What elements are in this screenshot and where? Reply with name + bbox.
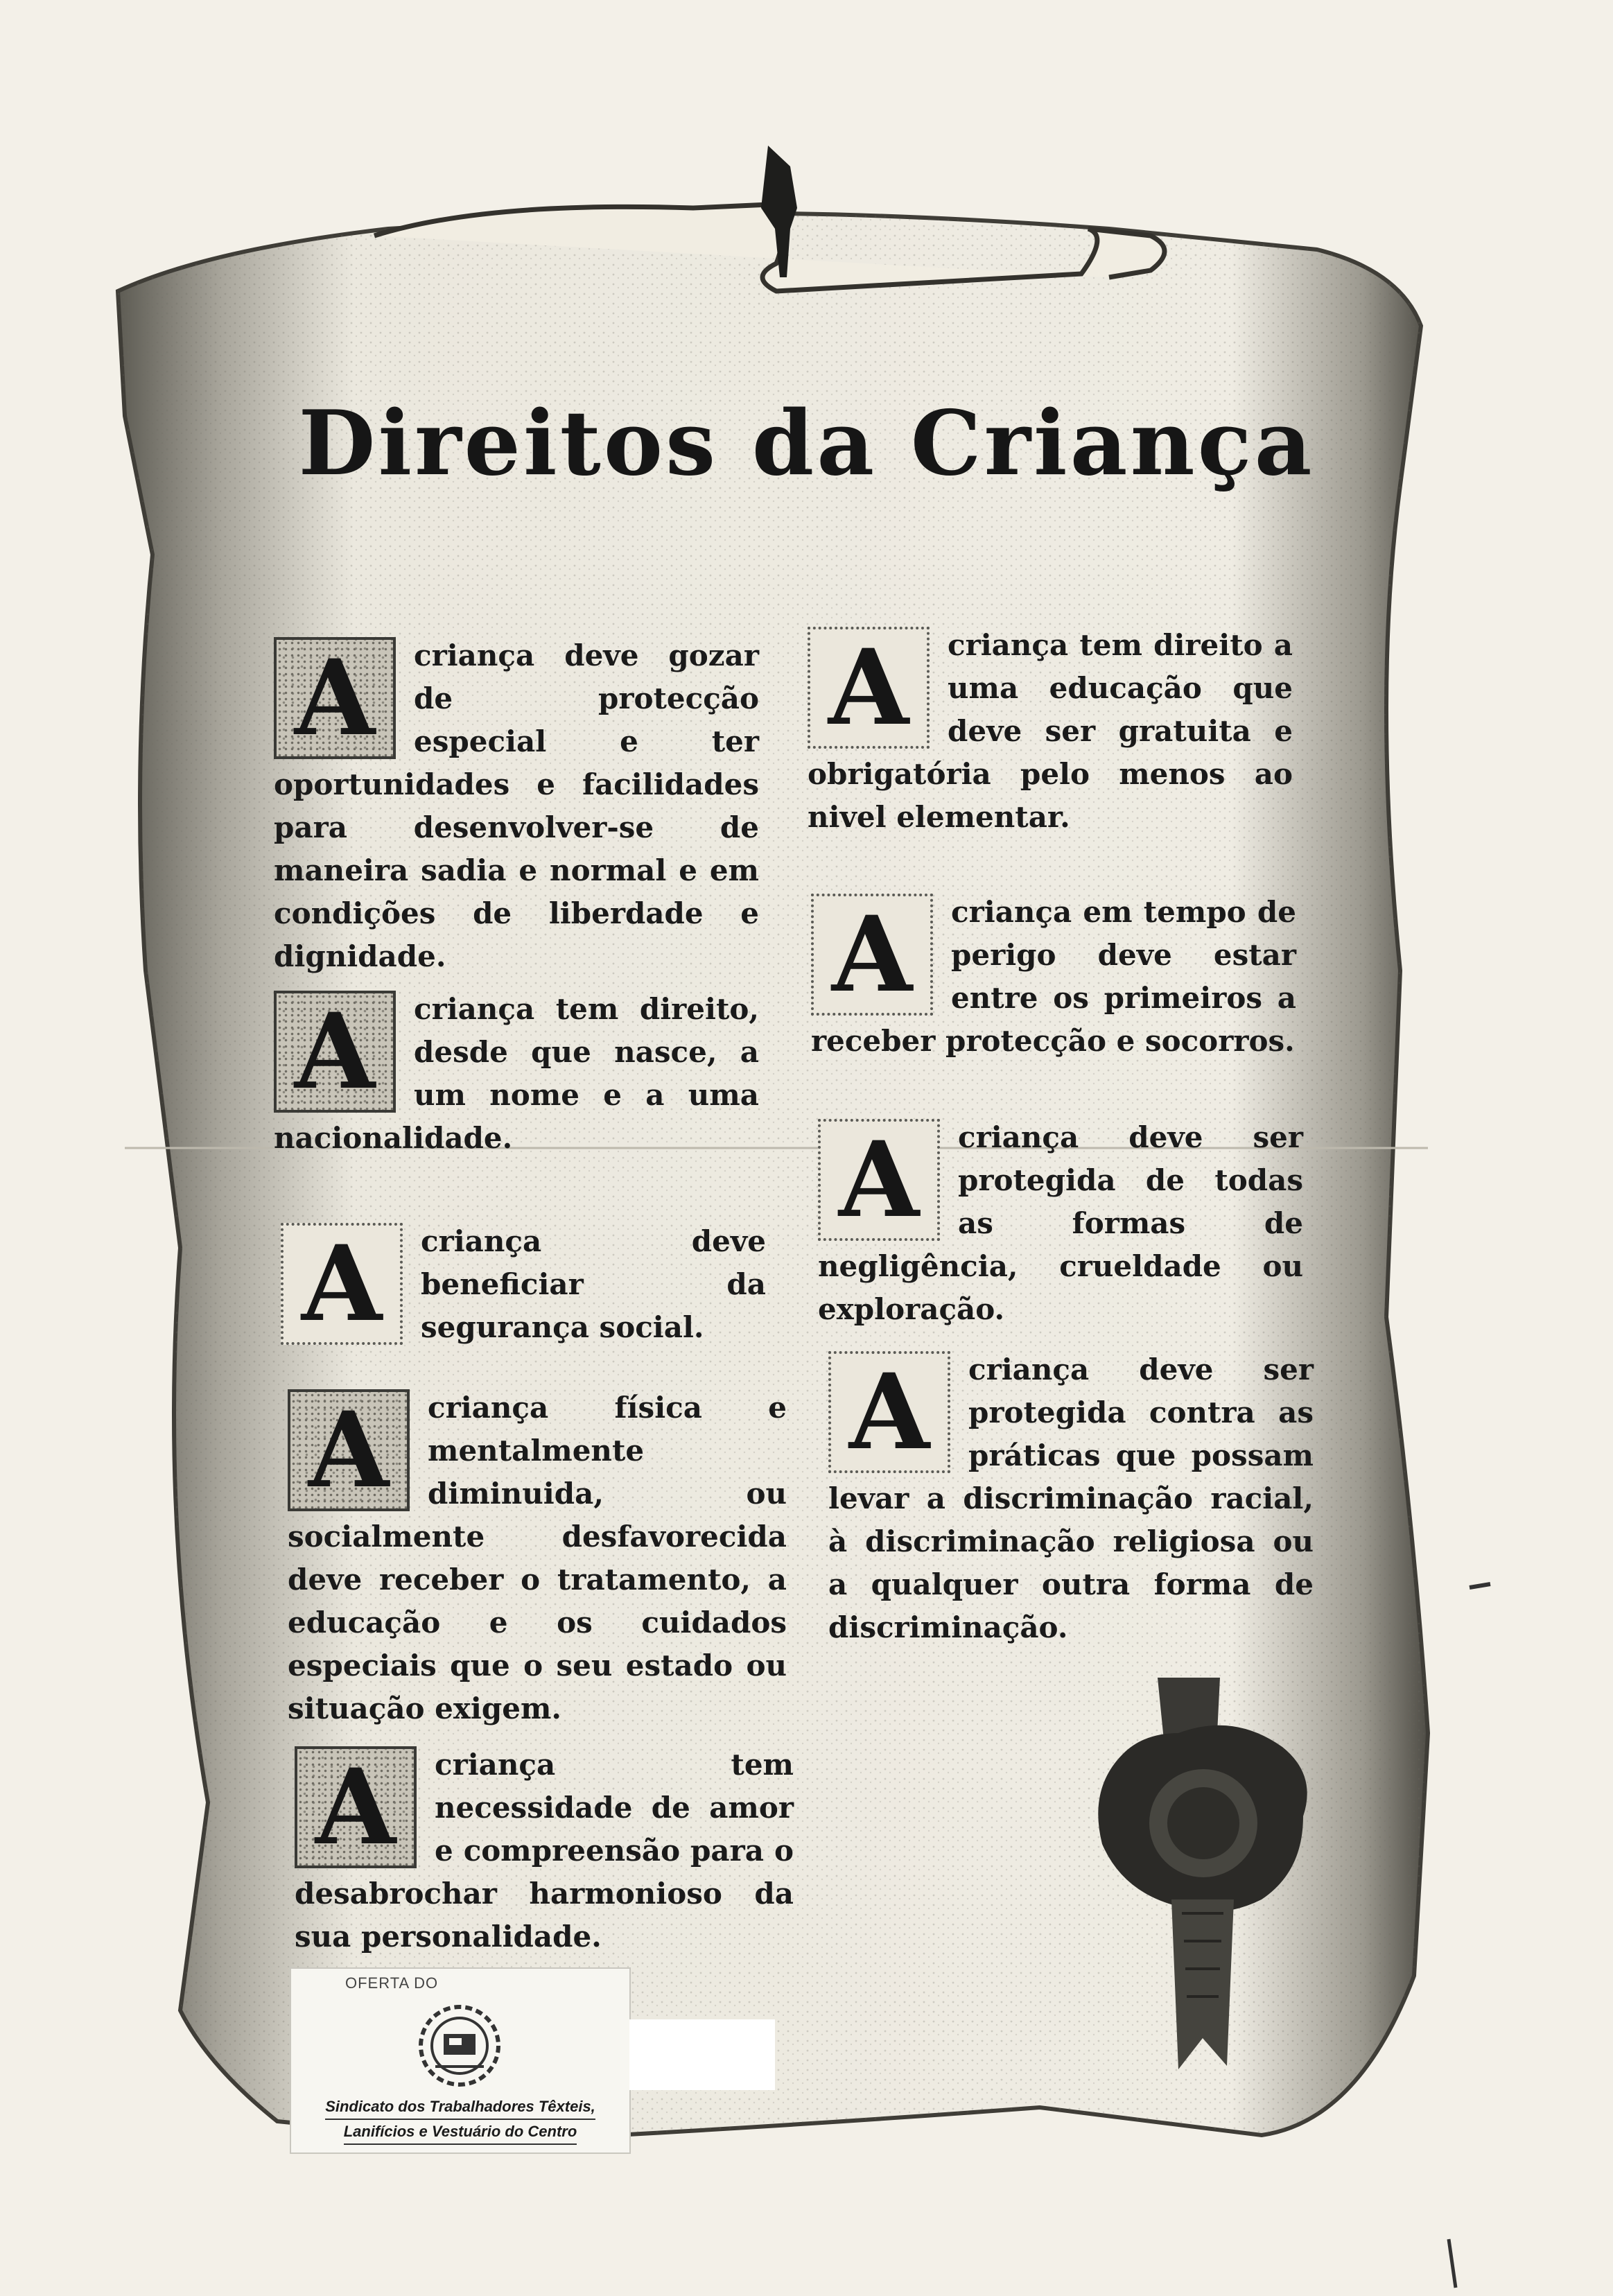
article-love	[295, 1743, 794, 1958]
article-text: criança tem direito, desde que nasce, a um nome e a uma nacionalidade.	[274, 992, 759, 1155]
article-text: criança em tempo de perigo deve estar entre os primeiros a receber protecção e socorros.	[811, 895, 1296, 1058]
dropcap-initial: A	[281, 1223, 403, 1345]
article-text: criança deve gozar de protecção especial e ter oportunidades e facilidades para desenvolver-se de maneira sadia e normal e em condições de liberdade e dignidade.	[274, 638, 759, 973]
dropcap-initial: A	[288, 1389, 410, 1511]
article-social-security	[281, 1220, 766, 1349]
dropcap-initial: A	[295, 1746, 417, 1868]
union-name	[297, 2095, 624, 2145]
article-discrimination	[828, 1348, 1314, 1649]
union-name-line1: Sindicato dos Trabalhadores Têxteis,	[325, 2095, 595, 2120]
article-protection	[274, 634, 759, 978]
article-text: criança deve ser protegida de todas as formas de negligência, crueldade ou exploração.	[818, 1120, 1303, 1326]
dropcap-initial: A	[808, 627, 930, 749]
article-danger	[811, 891, 1296, 1063]
dropcap-initial: A	[818, 1119, 940, 1241]
blank-label	[629, 2019, 775, 2090]
article-special-care	[288, 1386, 787, 1730]
article-education	[808, 624, 1293, 839]
article-text: criança deve ser protegida contra as práticas que possam levar a discriminação racial, à discriminação religiosa ou a qualquer outra forma de discriminação.	[828, 1353, 1314, 1644]
article-text: criança tem necessidade de amor e compreensão para o desabrochar harmonioso da sua personalidade.	[295, 1748, 794, 1954]
dropcap-initial: A	[811, 894, 933, 1016]
dropcap-initial: A	[274, 637, 396, 759]
page-title: Direitos da Criança	[298, 392, 1315, 496]
article-text: criança tem direito a uma educação que deve ser gratuita e obrigatória pelo menos ao nivel elementar.	[808, 628, 1293, 834]
gear-logo-icon	[408, 2001, 512, 2091]
offer-label: OFERTA DO	[345, 1974, 439, 1992]
union-name-line2: Lanifícios e Vestuário do Centro	[344, 2120, 577, 2145]
article-name-nationality	[274, 988, 759, 1160]
dropcap-initial: A	[274, 991, 396, 1113]
dropcap-initial: A	[828, 1351, 950, 1473]
article-neglect	[818, 1116, 1303, 1331]
union-stamp	[290, 1967, 631, 2154]
article-text: criança deve beneficiar da segurança social.	[421, 1224, 766, 1344]
article-text: criança física e mentalmente diminuida, ou socialmente desfavorecida deve receber o tratamento, a educação e os cuidados especiais que o seu estado ou situação exigem.	[288, 1391, 787, 1725]
